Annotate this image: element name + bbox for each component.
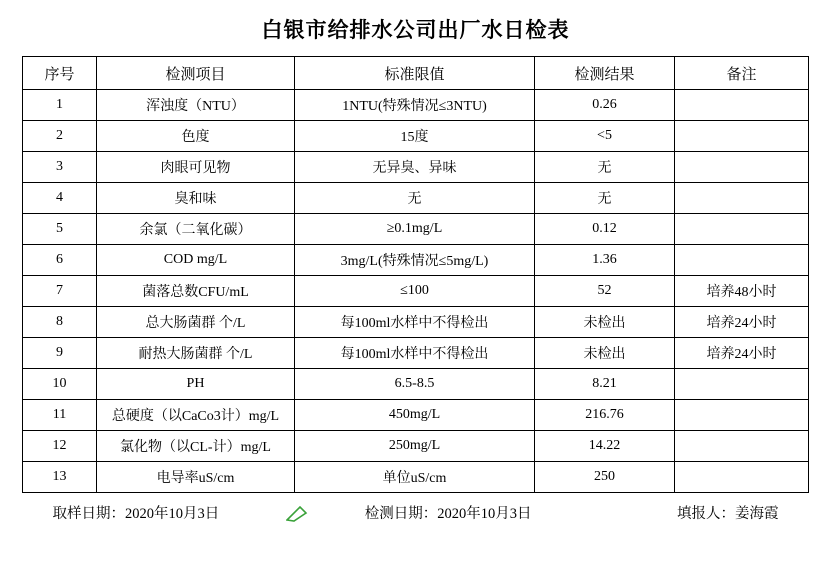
row-limit: 每100ml水样中不得检出 [295,338,535,369]
row-item: 总大肠菌群 个/L [97,307,295,338]
row-item: 总硬度（以CaCo3计）mg/L [97,400,295,431]
table-row [23,431,809,462]
footer-row [23,502,809,523]
row-no: 13 [23,462,97,493]
row-result: 250 [535,462,675,493]
row-result: 未检出 [535,307,675,338]
row-item: 氯化物（以CL-计）mg/L [97,431,295,462]
table-row [23,338,809,369]
row-item: 肉眼可见物 [97,152,295,183]
row-result: 216.76 [535,400,675,431]
row-no: 4 [23,183,97,214]
column-header-remark: 备注 [675,57,809,90]
row-no: 12 [23,431,97,462]
row-limit: 无异臭、异味 [295,152,535,183]
row-limit: ≤100 [295,276,535,307]
row-item: 耐热大肠菌群 个/L [97,338,295,369]
row-no: 7 [23,276,97,307]
column-header-result: 检测结果 [535,57,675,90]
row-remark [675,400,809,431]
table-row [23,152,809,183]
row-no: 11 [23,400,97,431]
row-no: 8 [23,307,97,338]
table-row [23,90,809,121]
row-limit: 单位uS/cm [295,462,535,493]
row-no: 6 [23,245,97,276]
row-limit: 每100ml水样中不得检出 [295,307,535,338]
row-limit: ≥0.1mg/L [295,214,535,245]
table-row [23,276,809,307]
row-limit: 450mg/L [295,400,535,431]
table-row [23,400,809,431]
page-title: 白银市给排水公司出厂水日检表 [261,18,570,42]
row-result: <5 [535,121,675,152]
row-result: 8.21 [535,369,675,400]
row-remark [675,431,809,462]
row-remark [675,369,809,400]
table-row [23,183,809,214]
row-item: PH [97,369,295,400]
row-remark [675,462,809,493]
table-row [23,307,809,338]
row-item: 浑浊度（NTU） [97,90,295,121]
row-result: 14.22 [535,431,675,462]
table-row [23,462,809,493]
row-result: 未检出 [535,338,675,369]
row-result: 0.26 [535,90,675,121]
row-no: 10 [23,369,97,400]
column-header-item: 检测项目 [97,57,295,90]
table-row [23,214,809,245]
row-limit: 6.5-8.5 [295,369,535,400]
test-date: 检测日期：2020年10月3日 [364,506,532,522]
row-result: 0.12 [535,214,675,245]
row-remark: 培养24小时 [675,307,809,338]
row-no: 1 [23,90,97,121]
table-header-row [23,57,809,90]
row-no: 9 [23,338,97,369]
row-remark: 培养48小时 [675,276,809,307]
row-limit: 1NTU(特殊情况≤3NTU) [295,90,535,121]
row-remark: 培养24小时 [675,338,809,369]
row-result: 1.36 [535,245,675,276]
row-result: 52 [535,276,675,307]
row-item: 余氯（二氧化碳） [97,214,295,245]
row-result: 无 [535,183,675,214]
row-remark [675,214,809,245]
row-limit: 15度 [295,121,535,152]
table-row [23,121,809,152]
sampling-date: 取样日期：2020年10月3日 [52,506,220,522]
row-no: 5 [23,214,97,245]
row-remark [675,152,809,183]
row-result: 无 [535,152,675,183]
table-row [23,369,809,400]
column-header-limit: 标准限值 [295,57,535,90]
row-remark [675,245,809,276]
row-remark [675,183,809,214]
row-limit: 250mg/L [295,431,535,462]
row-item: COD mg/L [97,245,295,276]
water-quality-table [22,56,809,493]
row-item: 菌落总数CFU/mL [97,276,295,307]
column-header-no: 序号 [23,57,97,90]
reporter-name: 填报人：姜海霞 [677,506,779,522]
row-item: 臭和味 [97,183,295,214]
row-item: 色度 [97,121,295,152]
table-row [23,245,809,276]
row-no: 3 [23,152,97,183]
row-remark [675,121,809,152]
row-no: 2 [23,121,97,152]
row-item: 电导率uS/cm [97,462,295,493]
row-remark [675,90,809,121]
row-limit: 无 [295,183,535,214]
row-limit: 3mg/L(特殊情况≤5mg/L) [295,245,535,276]
